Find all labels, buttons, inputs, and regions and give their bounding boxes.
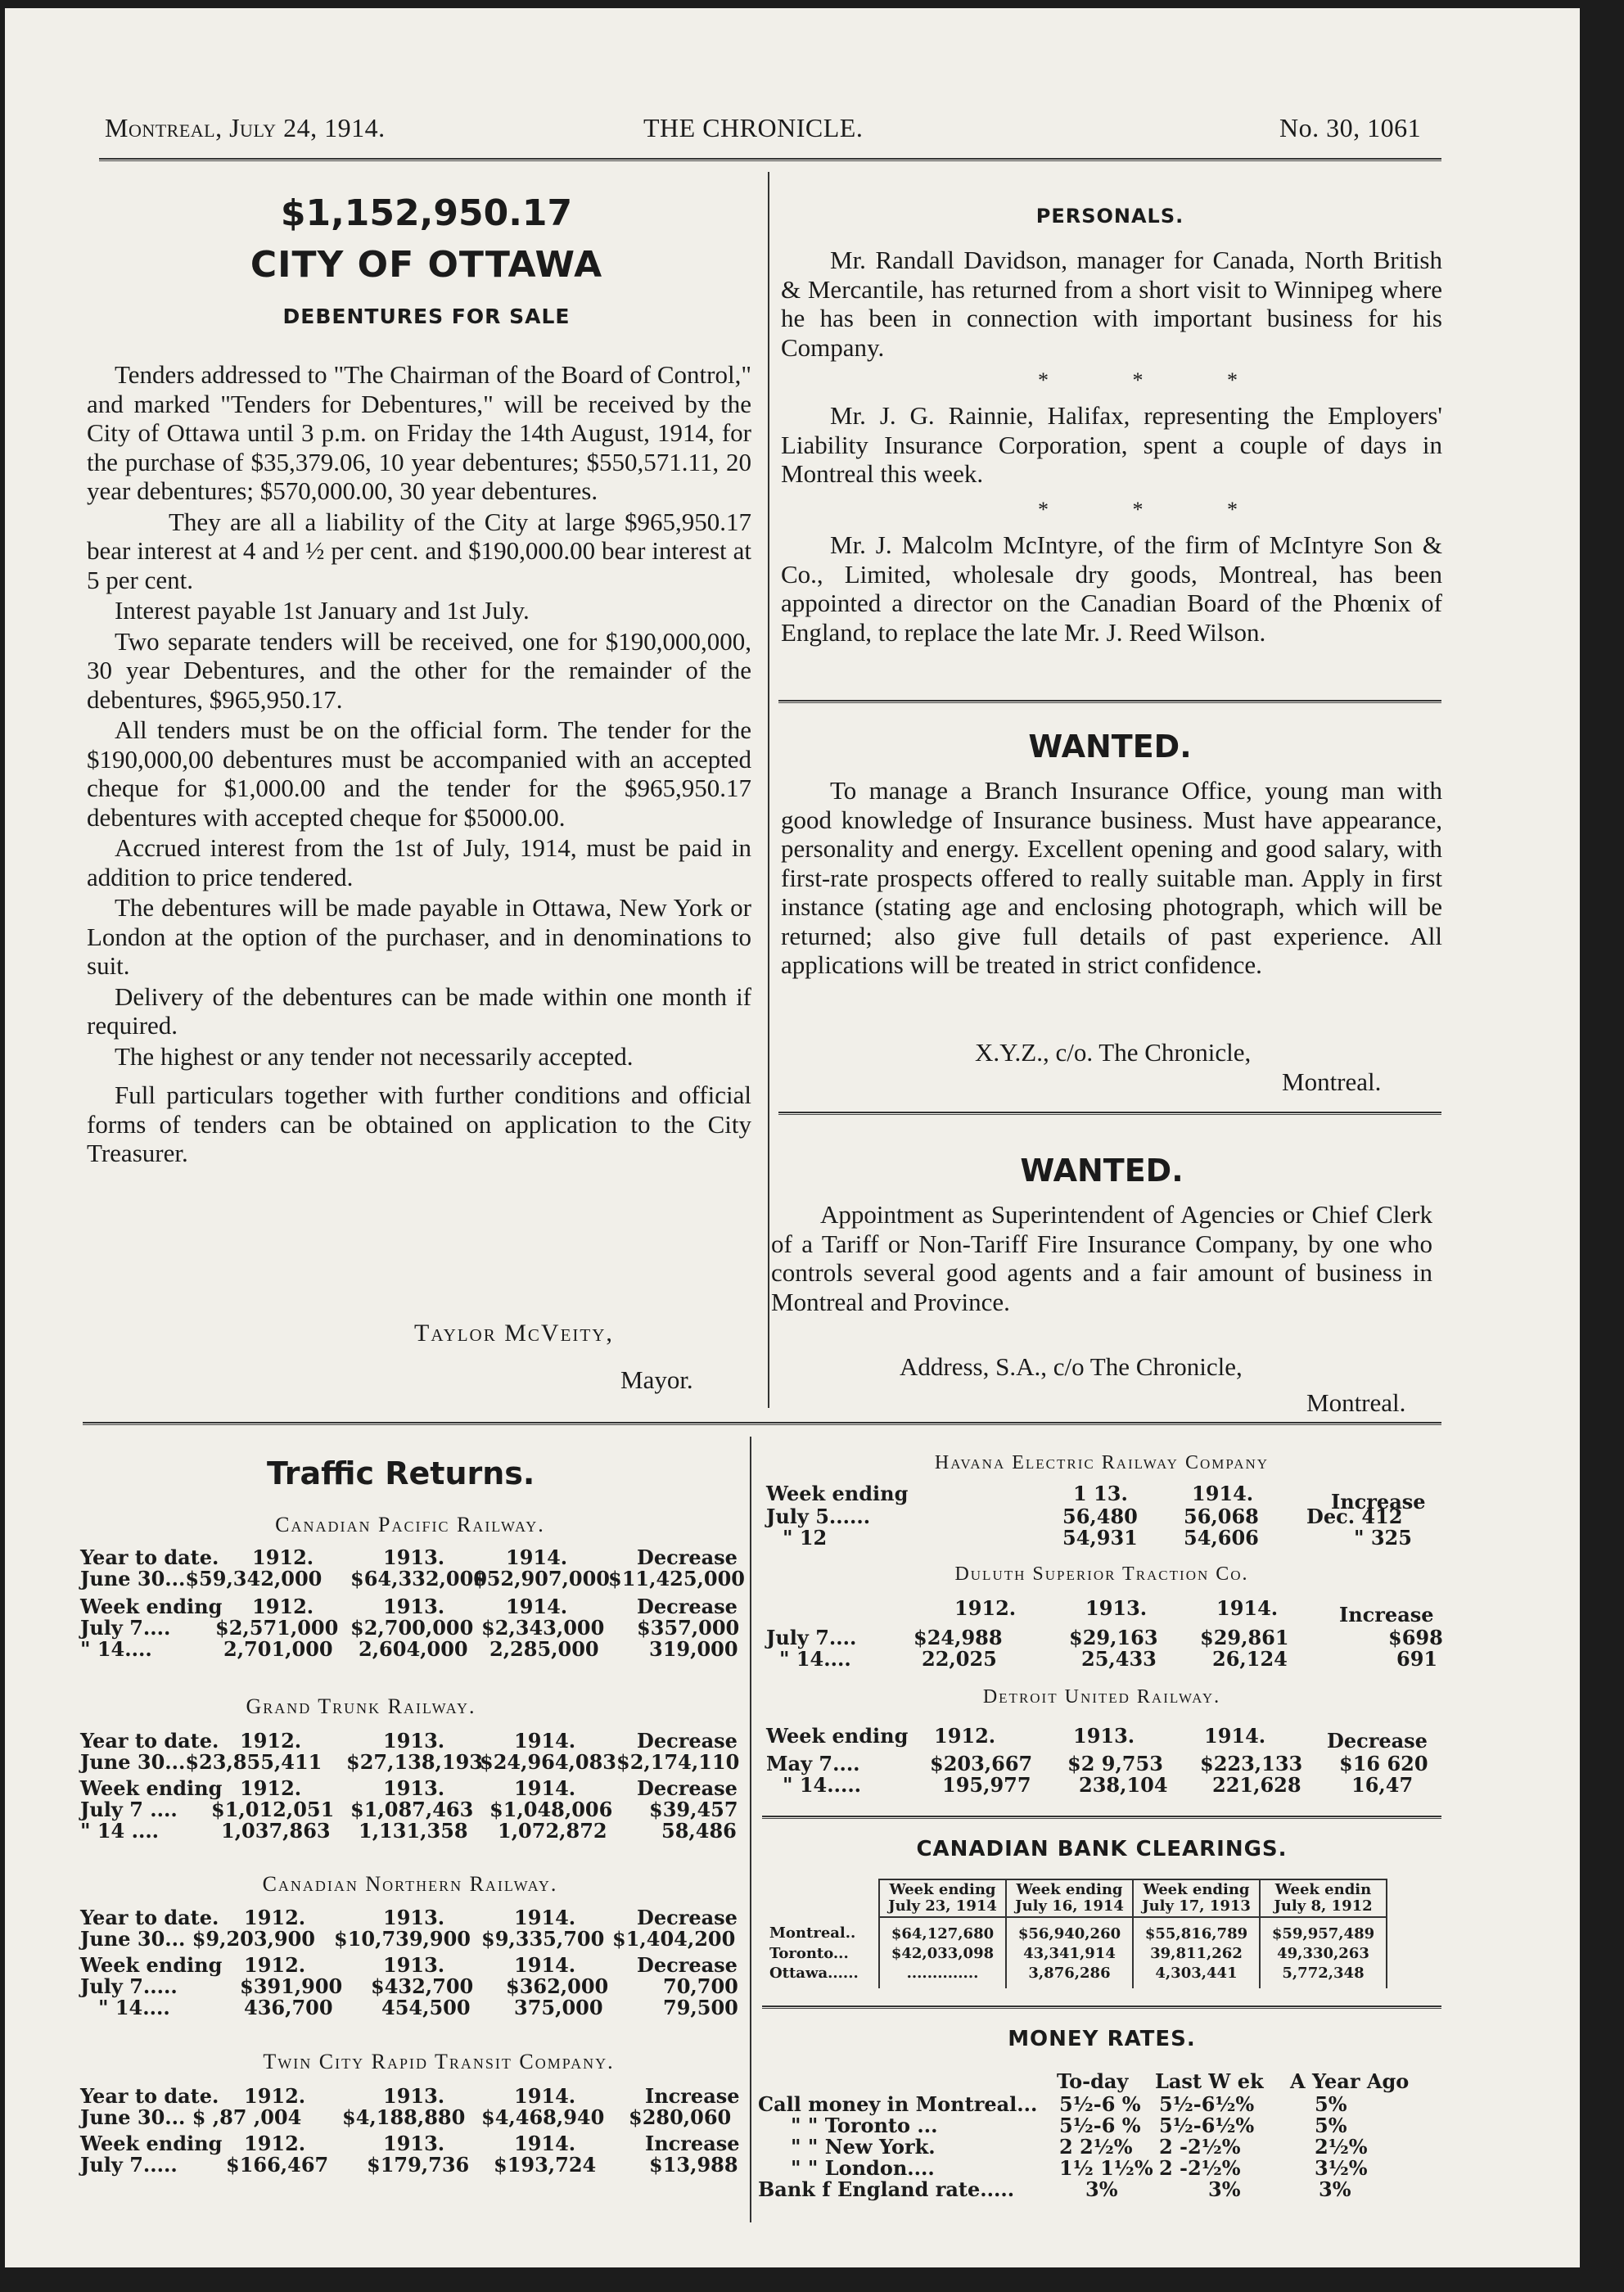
cell: 1913. xyxy=(383,1729,445,1753)
cell: 26,124 xyxy=(1212,1647,1288,1671)
cell: Week ending xyxy=(80,1953,223,1977)
table-row xyxy=(80,1996,751,2019)
cell: Decrease xyxy=(637,1595,738,1618)
cell: 1913. xyxy=(383,2132,445,2155)
cell: $280,060 xyxy=(629,2105,732,2129)
cell: " 325 xyxy=(1354,1526,1412,1550)
cell: .............. xyxy=(879,1964,1006,1988)
table-row xyxy=(766,1773,1446,1796)
cell: " " Toronto ... xyxy=(791,2114,938,2137)
table-row xyxy=(766,1505,1446,1527)
cell: " " New York. xyxy=(791,2135,936,2159)
havana-title: Havana Electric Railway Company xyxy=(934,1452,1270,1473)
cell: 1914. xyxy=(514,1729,576,1753)
cell: $2,700,000 xyxy=(350,1616,474,1640)
cell: 5½-6 % xyxy=(1059,2114,1141,2137)
column-header: To-day xyxy=(1057,2069,1129,2093)
cell: 1912. xyxy=(244,1953,306,1977)
column-header: Week ending July 17, 1913 xyxy=(1133,1879,1260,1917)
table-row xyxy=(766,1626,1446,1649)
cell: 1914. xyxy=(514,1906,576,1929)
cell: 70,700 xyxy=(663,1974,738,1998)
column-header: Week ending July 16, 1914 xyxy=(1006,1879,1133,1917)
cell: 691 xyxy=(1396,1647,1438,1671)
cell: $4,188,880 xyxy=(342,2105,466,2129)
cell: 3% xyxy=(1085,2177,1118,2201)
cell: 3½% xyxy=(1315,2156,1368,2180)
table-row xyxy=(80,1637,751,1660)
row-label: Ottawa...... xyxy=(766,1964,879,1988)
cell: 3% xyxy=(1319,2177,1351,2201)
wanted-address: Address, S.A., c/o The Chronicle, xyxy=(900,1352,1243,1381)
row-label: Montreal.. xyxy=(766,1917,879,1944)
cell: 5% xyxy=(1315,2092,1347,2116)
wanted-text: To manage a Branch Insurance Office, young man with good knowledge of Insurance business. Must have appearance, personality and energy. Excellent opening and good salary, with first-rate prospects offered to really suitable man. Apply in first instance (stating age and enclosing photograph, which will be returned; also give full details of past experience. All applications will be treated in strict confidence. xyxy=(781,776,1442,979)
cell: 22,025 xyxy=(922,1647,997,1671)
personal-text: Mr. J. G. Rainnie, Halifax, representing the Employers' Liability Insurance Corporation, spent a couple of days in Montreal this week. xyxy=(781,401,1442,488)
cell: May 7.... xyxy=(766,1752,860,1775)
cell: 1912. xyxy=(244,2132,306,2155)
personal-item xyxy=(781,246,1442,362)
tender-paragraph: The debentures will be made payable in Ottawa, New York or London at the option of the purchaser, and in denominations to suit. xyxy=(87,893,751,980)
cell: $179,736 xyxy=(367,2153,470,2177)
cell: 79,500 xyxy=(663,1996,738,2019)
cell: 16,47 xyxy=(1351,1773,1414,1797)
cell: $39,457 xyxy=(649,1798,738,1821)
cell: 1913. xyxy=(383,1545,445,1569)
table-row xyxy=(80,1776,751,1799)
cell: 1914. xyxy=(514,1776,576,1800)
cell: 1914. xyxy=(1216,1596,1279,1620)
wanted-city: Montreal. xyxy=(1306,1388,1406,1417)
city-name: CITY OF OTTAWA xyxy=(250,244,603,286)
cell: 2,604,000 xyxy=(359,1637,468,1661)
cell: 4,303,441 xyxy=(1133,1964,1260,1988)
cell: July 7..... xyxy=(80,2153,178,2177)
tender-paragraph: They are all a liability of the City at large $965,950.17 bear interest at 4 and ½ per cent. and $190,000.00 bear interest at 5 per cent. xyxy=(87,507,751,594)
cell: $391,900 xyxy=(240,1974,343,1998)
table-row xyxy=(80,1974,751,1997)
middle-rule xyxy=(83,1422,1441,1425)
cell: 5,772,348 xyxy=(1260,1964,1387,1988)
table-row xyxy=(766,1482,1446,1514)
cell: 1913. xyxy=(383,1906,445,1929)
cell: " " London.... xyxy=(791,2156,935,2180)
table-row xyxy=(80,1616,751,1639)
signature-name: Taylor McVeity, xyxy=(414,1320,614,1347)
cell: 1913. xyxy=(383,2084,445,2108)
cell: 2,285,000 xyxy=(489,1637,599,1661)
cell: 39,811,262 xyxy=(1133,1944,1260,1964)
cell: June 30...$23,855,411 xyxy=(80,1750,323,1774)
wanted-text: Appointment as Superintendent of Agencies or Chief Clerk of a Tariff or Non-Tariff Fire Insurance Company, by one who controls several good agents and a fair amount of business in Montreal and Province. xyxy=(771,1200,1432,1316)
personals-title: PERSONALS. xyxy=(1035,205,1184,228)
cell: 1914. xyxy=(506,1545,568,1569)
table-row xyxy=(80,2105,751,2128)
cell: Year to date. xyxy=(80,1545,219,1569)
twin-city-title: Twin City Rapid Transit Company. xyxy=(263,2050,615,2073)
personal-text: Mr. Randall Davidson, manager for Canada, North British & Mercantile, has returned from a short visit to Winnipeg where he has been in connection with important business for his Company. xyxy=(781,246,1442,362)
header-date: Montreal, July 24, 1914. xyxy=(105,113,386,142)
wanted-ad-text xyxy=(781,776,1442,980)
cell: $64,127,680 xyxy=(879,1917,1006,1944)
cell: $203,667 xyxy=(930,1752,1033,1775)
cell: $24,988 xyxy=(914,1626,1003,1649)
wanted-title: WANTED. xyxy=(1028,729,1192,765)
corner-cell xyxy=(766,1879,879,1917)
column-header: Week ending July 23, 1914 xyxy=(879,1879,1006,1917)
cell: $64,332,000 xyxy=(350,1567,488,1590)
cell: July 7.... xyxy=(766,1626,857,1649)
table-row xyxy=(766,1964,1387,1988)
cell: Week ending xyxy=(80,1776,223,1800)
column-header: Last W ek xyxy=(1155,2069,1264,2093)
cell: 2½% xyxy=(1315,2135,1368,2159)
cell: $29,163 xyxy=(1069,1626,1158,1649)
cell: 1912. xyxy=(252,1595,314,1618)
table-row xyxy=(80,1595,751,1617)
cell: Increase xyxy=(645,2132,740,2155)
header-title: THE CHRONICLE. xyxy=(643,113,864,142)
cell: 1913. xyxy=(383,1776,445,1800)
cell: $2 9,753 xyxy=(1067,1752,1163,1775)
cell: Week ending xyxy=(766,1482,909,1505)
tender-paragraph: Accrued interest from the 1st of July, 1914, must be paid in addition to price tendered. xyxy=(87,833,751,891)
cell: " 14.... xyxy=(80,1637,152,1661)
cell: 54,931 xyxy=(1062,1526,1138,1550)
tender-paragraph: Interest payable 1st January and 1st July. xyxy=(115,596,530,625)
cell: Dec. 412 xyxy=(1306,1505,1403,1528)
cell: $193,724 xyxy=(494,2153,597,2177)
wanted-title: WANTED. xyxy=(1020,1153,1184,1189)
cell: $55,816,789 xyxy=(1133,1917,1260,1944)
wanted-ad-text xyxy=(771,1200,1432,1316)
cell: 54,606 xyxy=(1184,1526,1259,1550)
cell: " 14.... xyxy=(779,1647,851,1671)
cell: 1914. xyxy=(514,2084,576,2108)
cell: 43,341,914 xyxy=(1006,1944,1133,1964)
table-row xyxy=(80,1953,751,1976)
cell: Week ending xyxy=(766,1724,909,1748)
cell: $2,174,110 xyxy=(616,1750,740,1774)
table-row xyxy=(766,1944,1387,1964)
cell: 1,037,863 xyxy=(221,1819,331,1843)
table-row xyxy=(80,2084,751,2107)
cell: 2,701,000 xyxy=(223,1637,333,1661)
cell: 1,072,872 xyxy=(498,1819,607,1843)
cell: $357,000 xyxy=(637,1616,740,1640)
table-row xyxy=(758,2177,1446,2200)
money-rates-title: MONEY RATES. xyxy=(1008,2027,1196,2051)
cell: 1912. xyxy=(240,1776,302,1800)
cell: 454,500 xyxy=(381,1996,471,2019)
cell: $1,012,051 xyxy=(211,1798,335,1821)
cnr-title: Canadian Northern Railway. xyxy=(262,1872,558,1896)
cell: $2,343,000 xyxy=(481,1616,605,1640)
cell: $10,739,900 xyxy=(334,1927,471,1951)
cell: $27,138,193 xyxy=(346,1750,484,1774)
cell: $1,404,200 xyxy=(612,1927,736,1951)
cell: 1913. xyxy=(1085,1596,1148,1620)
cell: $432,700 xyxy=(371,1974,474,1998)
cell: 1912. xyxy=(244,1906,306,1929)
cell: Decrease xyxy=(1327,1729,1428,1753)
cell: 1914. xyxy=(514,1953,576,1977)
table-row xyxy=(80,1545,751,1568)
table-row xyxy=(80,1819,751,1842)
table-row xyxy=(80,1729,751,1752)
cell: $52,907,000 xyxy=(473,1567,611,1590)
column-divider-top xyxy=(768,172,769,1408)
cell: 25,433 xyxy=(1081,1647,1157,1671)
cell: 2 -2½% xyxy=(1159,2135,1241,2159)
cell: 2 2½% xyxy=(1059,2135,1133,2159)
clearings-title: CANADIAN BANK CLEARINGS. xyxy=(916,1837,1288,1861)
cell: 436,700 xyxy=(244,1996,333,2019)
cell: June 30... $9,203,900 xyxy=(80,1927,316,1951)
cell: Decrease xyxy=(637,1953,738,1977)
debenture-amount: $1,152,950.17 xyxy=(280,192,573,234)
cell: $59,957,489 xyxy=(1260,1917,1387,1944)
table-row xyxy=(766,1596,1446,1627)
cell: 1914. xyxy=(1192,1482,1254,1505)
cell: Week ending xyxy=(80,2132,223,2155)
cell: Decrease xyxy=(637,1776,738,1800)
cell: 2 -2½% xyxy=(1159,2156,1241,2180)
cell: $698 xyxy=(1388,1626,1443,1649)
detroit-title: Detroit United Railway. xyxy=(982,1686,1221,1708)
tender-notice xyxy=(87,360,751,1170)
table-row xyxy=(80,2153,751,2176)
table-row xyxy=(766,1647,1446,1670)
clearings-table xyxy=(766,1879,1387,1988)
table-row xyxy=(766,1752,1446,1775)
cell: $24,964,083 xyxy=(480,1750,617,1774)
table-row xyxy=(766,1724,1446,1753)
section-rule xyxy=(778,700,1441,703)
traffic-title: Traffic Returns. xyxy=(267,1455,535,1491)
cell: 49,330,263 xyxy=(1260,1944,1387,1964)
header-rule xyxy=(99,158,1441,161)
cell: 1914. xyxy=(506,1595,568,1618)
section-rule xyxy=(778,1112,1441,1115)
table-row xyxy=(80,1567,751,1590)
table-row xyxy=(758,2135,1446,2158)
personal-text: Mr. J. Malcolm McIntyre, of the firm of McIntyre Son & Co., Limited, wholesale dry goods, Montreal, has been appointed a director on the Canadian Board of the Phœnix of England, to replace the late Mr. J. Reed Wilson. xyxy=(781,530,1442,647)
cell: 1913. xyxy=(383,1953,445,1977)
cell: $1,087,463 xyxy=(350,1798,474,1821)
cpr-title: Canadian Pacific Railway. xyxy=(275,1513,545,1536)
cell: July 7..... xyxy=(80,1974,178,1998)
cell: 221,628 xyxy=(1212,1773,1301,1797)
cell: Decrease xyxy=(637,1906,738,1929)
cell: $11,425,000 xyxy=(608,1567,746,1590)
cell: 5½-6½% xyxy=(1159,2092,1255,2116)
cell: 56,068 xyxy=(1184,1505,1259,1528)
cell: " 12 xyxy=(783,1526,828,1550)
cell: Increase xyxy=(1331,1490,1426,1514)
cell: $13,988 xyxy=(649,2153,738,2177)
cell: 1,131,358 xyxy=(359,1819,468,1843)
newspaper-page xyxy=(5,8,1580,2267)
cell: 1912. xyxy=(240,1729,302,1753)
cell: " 14 .... xyxy=(80,1819,160,1843)
cell: 1913. xyxy=(1073,1724,1135,1748)
cell: Increase xyxy=(645,2084,740,2108)
cell: 1½ 1½% xyxy=(1059,2156,1153,2180)
personal-item xyxy=(781,530,1442,647)
cell: Year to date. xyxy=(80,1729,219,1753)
cell: 1914. xyxy=(514,2132,576,2155)
table-row xyxy=(758,2069,1446,2094)
column-header: A Year Ago xyxy=(1290,2069,1410,2093)
table-row xyxy=(766,1526,1446,1549)
signature-title: Mayor. xyxy=(620,1365,693,1394)
cell: Year to date. xyxy=(80,1906,219,1929)
wanted-address: X.Y.Z., c/o. The Chronicle, xyxy=(975,1038,1252,1067)
personal-item xyxy=(781,401,1442,489)
separator-stars: * * * xyxy=(1038,368,1277,392)
cell: July 7.... xyxy=(80,1616,171,1640)
cell: $166,467 xyxy=(226,2153,329,2177)
cell: $4,468,940 xyxy=(481,2105,605,2129)
cell: $2,571,000 xyxy=(215,1616,339,1640)
cell: " 14.... xyxy=(98,1996,170,2019)
cell: June 30...$59,342,000 xyxy=(80,1567,323,1590)
debentures-subtitle: DEBENTURES FOR SALE xyxy=(282,305,571,328)
table-row xyxy=(758,2156,1446,2179)
cell: 375,000 xyxy=(514,1996,603,2019)
section-rule xyxy=(762,1816,1441,1819)
cell: 1912. xyxy=(934,1724,996,1748)
cell: Decrease xyxy=(637,1729,738,1753)
cell: 56,480 xyxy=(1062,1505,1138,1528)
cell: 195,977 xyxy=(942,1773,1031,1797)
table-row xyxy=(80,1798,751,1821)
tender-paragraph: Two separate tenders will be received, one for $190,000,000, 30 year Debentures, and the other for the remainder of the debentures, $965,950.17. xyxy=(87,626,751,714)
cell: Increase xyxy=(1339,1603,1434,1627)
table-row xyxy=(758,2092,1446,2115)
cell: 5% xyxy=(1315,2114,1347,2137)
section-rule xyxy=(762,2006,1441,2009)
table-row xyxy=(80,1927,751,1950)
cell: 1912. xyxy=(252,1545,314,1569)
duluth-title: Duluth Superior Traction Co. xyxy=(954,1563,1249,1585)
cell: $1,048,006 xyxy=(489,1798,613,1821)
cell: " 14..... xyxy=(783,1773,862,1797)
cell: 5½-6 % xyxy=(1059,2092,1141,2116)
cell: Call money in Montreal... xyxy=(758,2092,1038,2116)
separator-stars: * * * xyxy=(1038,498,1277,521)
cell: $42,033,098 xyxy=(879,1944,1006,1964)
cell: Bank f England rate..... xyxy=(758,2177,1015,2201)
cell: 3% xyxy=(1208,2177,1241,2201)
table-row xyxy=(766,1917,1387,1944)
cell: 1912. xyxy=(244,2084,306,2108)
tender-paragraph: All tenders must be on the official form. The tender for the $190,000,00 debentures must be accompanied with an accepted cheque for $1,000.00 and the tender for the $965,950.17 debentures with accepted cheque for $5000.00. xyxy=(87,715,751,832)
cell: $223,133 xyxy=(1200,1752,1303,1775)
cell: $362,000 xyxy=(506,1974,609,1998)
tender-paragraph: The highest or any tender not necessarily accepted. xyxy=(115,1041,634,1071)
cell: 1913. xyxy=(383,1595,445,1618)
tender-paragraph: Tenders addressed to "The Chairman of the Board of Control," and marked "Tenders for Debentures," will be received by the City of Ottawa until 3 p.m. on Friday the 14th August, 1914, for the purchase of $35,379.06, 10 year debentures; $550,571.11, 20 year debentures; $570,000.00, 30 year debentures. xyxy=(87,360,751,505)
table-row xyxy=(758,2114,1446,2136)
column-header: Week endin July 8, 1912 xyxy=(1260,1879,1387,1917)
cell: Week ending xyxy=(80,1595,223,1618)
cell: 5½-6½% xyxy=(1159,2114,1255,2137)
header-page-number: No. 30, 1061 xyxy=(1279,113,1422,142)
cell: 238,104 xyxy=(1079,1773,1168,1797)
table-row xyxy=(80,1750,751,1773)
cell: July 5...... xyxy=(766,1505,871,1528)
cell: $16 620 xyxy=(1339,1752,1428,1775)
cell: Decrease xyxy=(637,1545,738,1569)
cell: 1914. xyxy=(1204,1724,1266,1748)
cell: 3,876,286 xyxy=(1006,1964,1133,1988)
cell: 1912. xyxy=(954,1596,1017,1620)
cell: 1 13. xyxy=(1073,1482,1128,1505)
cell: 58,486 xyxy=(661,1819,737,1843)
gtr-title: Grand Trunk Railway. xyxy=(246,1694,476,1718)
cell: 319,000 xyxy=(649,1637,738,1661)
table-row xyxy=(80,2132,751,2154)
cell: $29,861 xyxy=(1200,1626,1289,1649)
tender-paragraph: Full particulars together with further conditions and official forms of tenders can be obtained on application to the City Treasurer. xyxy=(87,1081,751,1167)
cell: Year to date. xyxy=(80,2084,219,2108)
cell: June 30... $ ,87 ,004 xyxy=(80,2105,302,2129)
cell: July 7 .... xyxy=(80,1798,178,1821)
wanted-city: Montreal. xyxy=(1282,1067,1382,1096)
row-label: Toronto... xyxy=(766,1944,879,1964)
table-row xyxy=(80,1906,751,1929)
cell: $56,940,260 xyxy=(1006,1917,1133,1944)
tender-paragraph: Delivery of the debentures can be made within one month if required. xyxy=(87,981,751,1040)
cell: $9,335,700 xyxy=(481,1927,605,1951)
